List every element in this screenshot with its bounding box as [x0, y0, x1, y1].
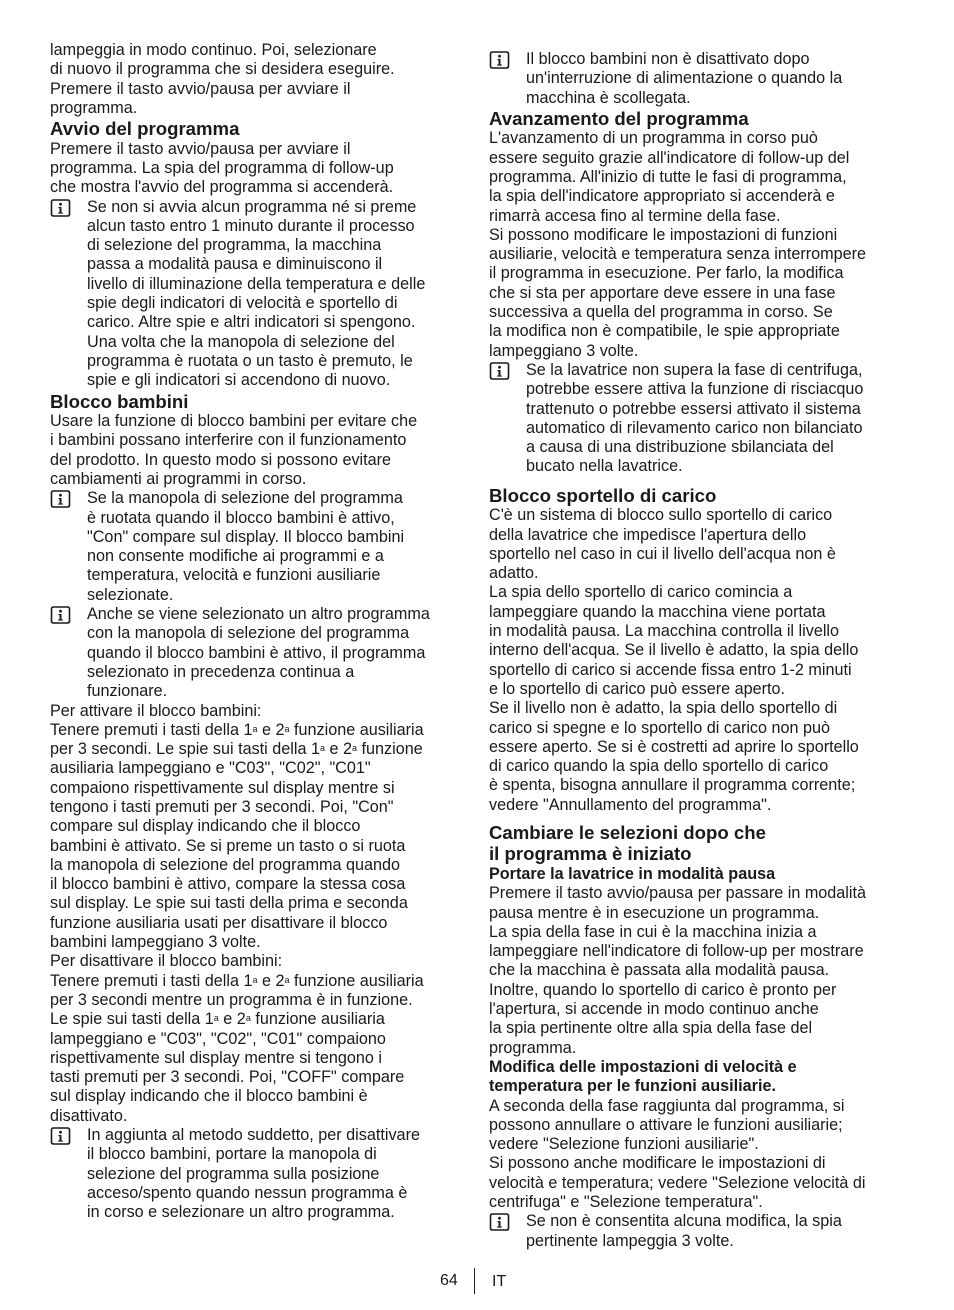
- disattivare-line-3: Le spie sui tasti della 1$^a$ e 2$^a$ funzione ausiliaria: [50, 1010, 385, 1029]
- info-icon: [489, 1212, 526, 1232]
- disattivare-line-1: Tenere premuti i tasti della 1$^a$ e 2$^a$ funzione ausiliaria: [50, 971, 424, 990]
- page-footer: [0, 1272, 954, 1296]
- section-title-cambiare: Cambiare le selezioni dopo che il programma è iniziato: [489, 821, 766, 865]
- note-text: Se non si avvia alcun programma né si preme alcun tasto entro 1 minuto durante il processo di selezione del programma, la macchina passa a modalità pausa e diminuiscono il livello di illuminazione della temperatura e delle spie degli indicatori di velocità e sportello di carico. Altre spie e altri indicatori si spengono. Una volta che la manopola di selezione del programma è ruotata o un tasto è premuto, le spie e gli indicatori si accendono di nuovo.: [87, 197, 426, 390]
- note-blocco-1: [50, 489, 468, 605]
- info-icon: [50, 198, 87, 218]
- attivare-line-1: Tenere premuti i tasti della 1$^a$ e 2$^a$ funzione ausiliaria: [50, 720, 424, 739]
- info-icon: [50, 489, 87, 509]
- attivare-line-2: per 3 secondi. Le spie sui tasti della 1$^a$ e 2$^a$ funzione: [50, 740, 423, 759]
- note-text: Se la lavatrice non supera la fase di centrifuga, potrebbe essere attiva la funzione di risciacquo trattenuto o potrebbe essersi attivato il sistema automatico di rilevamento carico non bilanciato a causa di una distribuzione sbilanciata del bucato nella lavatrice.: [526, 360, 864, 476]
- footer-divider: [474, 1268, 475, 1294]
- avanzamento-paragraph: L'avanzamento di un programma in corso può essere seguito grazie all'indicatore di follow-up del programma. All'inizio di tutte le fasi di programma, la spia dell'indicatore appropriato si accenderà e rimarrà accesa fino al termine della fase. Si possono modificare le impostazioni di funzioni ausiliarie, velocità e temperatura senza interrompere il programma in esecuzione. Per farlo, la modifica che si sta per apportare deve essere in una fase successiva a quella del programma in corso. Se la modifica non è compatibile, le spie appropriate lampeggiano 3 volte.: [489, 129, 866, 360]
- avvio-paragraph: Premere il tasto avvio/pausa per avviare il programma. La spia del programma di follow-up che mostra l'avvio del programma si accenderà.: [50, 139, 394, 197]
- section-title-avanzamento: Avanzamento del programma: [489, 107, 749, 129]
- attivare-paragraph: ausiliaria lampeggiano e "C03", "C02", "C01" compaiono rispettivamente sul display mentre si tengono i tasti premuti per 3 secondi. Poi, "Con" compare sul display indicando che il blocco bambini è attivato. Se si preme un tasto o si ruota la manopola di selezione del programma quando il blocco bambini è attivo, compare la stessa cosa sul display. Le spie sui tasti della prima e seconda funzione ausiliaria usati per disattivare il blocco bambini lampeggiano 3 volte.: [50, 759, 408, 952]
- note-text: Anche se viene selezionato un altro programma con la manopola di selezione del programma quando il blocco bambini è attivo, il programma selezionato in precedenza continua a funzionare.: [87, 605, 430, 701]
- note-modifica: [489, 1212, 909, 1251]
- info-icon: [489, 361, 526, 381]
- disattivare-label: Per disattivare il blocco bambini:: [50, 952, 283, 971]
- page-number: 64: [440, 1272, 458, 1289]
- info-icon: [50, 1126, 87, 1146]
- note-avvio: [50, 198, 468, 391]
- info-icon: [489, 50, 526, 70]
- info-icon: [50, 605, 87, 625]
- section-title-sportello: Blocco sportello di carico: [489, 484, 717, 506]
- modifica-paragraph: A seconda della fase raggiunta dal programma, si possono annullare o attivare le funzioni ausiliarie; vedere "Selezione funzioni ausiliarie". Si possono anche modificare le impostazioni di velocità e temperatura; vedere "Selezione velocità di centrifuga" e "Selezione temperatura".: [489, 1096, 866, 1212]
- blocco-paragraph: Usare la funzione di blocco bambini per evitare che i bambini possano interferire con il funzionamento del prodotto. In questo modo si possono evitare cambiamenti ai programmi in corso.: [50, 412, 418, 488]
- section-title-avvio: Avvio del programma: [50, 118, 240, 140]
- subtitle-modifica: Modifica delle impostazioni di velocità e temperatura per le funzioni ausiliarie.: [489, 1057, 797, 1096]
- note-text: Se la manopola di selezione del programma è ruotata quando il blocco bambini è attivo, "Con" compare sul display. Il blocco bambini non consente modifiche ai programmi e a temperatura, velocità e funzioni ausiliarie selezionate.: [87, 489, 405, 604]
- right-column: [489, 50, 909, 1251]
- language-code: IT: [492, 1273, 507, 1290]
- disattivare-paragraph: lampeggiano e "C03", "C02", "C01" compaiono rispettivamente sul display mentre si tengono i tasti premuti per 3 secondi. Poi, "COFF" compare sul display indicando che il blocco bambini è disattivato.: [50, 1029, 405, 1125]
- note-text: In aggiunta al metodo suddetto, per disattivare il blocco bambini, portare la manopola di selezione del programma sulla posizione acceso/spento quando nessun programma è in corso e selezionare un altro programma.: [87, 1126, 420, 1222]
- pausa-paragraph: Premere il tasto avvio/pausa per passare in modalità pausa mentre è in esecuzione un programma. La spia della fase in cui è la macchina inizia a lampeggiare nell'indicatore di follow-up per mostrare che la macchina è passata alla modalità pausa. Inoltre, quando lo sportello di carico è pronto per l'apertura, si accende in modo continuo anche la spia pertinente oltre alla spia della fase del programma.: [489, 884, 866, 1057]
- subtitle-pausa: Portare la lavatrice in modalità pausa: [489, 864, 776, 883]
- left-column: [50, 41, 468, 1223]
- intro-paragraph: lampeggia in modo continuo. Poi, selezionare di nuovo il programma che si desidera eseguire. Premere il tasto avvio/pausa per avviare il programma.: [50, 41, 395, 117]
- disattivare-line-2: per 3 secondi mentre un programma è in funzione.: [50, 990, 413, 1009]
- sportello-paragraph: C'è un sistema di blocco sullo sportello di carico della lavatrice che impedisce l'apertura dello sportello nel caso in cui il livello dell'acqua non è adatto. La spia dello sportello di carico comincia a lampeggiare quando la macchina viene portata in modalità pausa. La macchina controlla il livello interno dell'acqua. Se il livello è adatto, la spia dello sportello di carico si accende fissa entro 1-2 minuti e lo sportello di carico può essere aperto. Se il livello non è adatto, la spia dello sportello di carico si spegne e lo sportello di carico non può essere aperto. Se si è costretti ad aprire lo sportello di carico quando la spia dello sportello di carico è spenta, bisogna annullare il programma corrente; vedere "Annullamento del programma".: [489, 506, 859, 814]
- section-title-blocco-bambini: Blocco bambini: [50, 390, 189, 412]
- note-text: Se non è consentita alcuna modifica, la spia pertinente lampeggia 3 volte.: [526, 1212, 842, 1250]
- note-text: Il blocco bambini non è disattivato dopo un'interruzione di alimentazione o quando la macchina è scollegata.: [526, 50, 843, 107]
- note-centrifuga: [489, 361, 909, 477]
- attivare-label: Per attivare il blocco bambini:: [50, 701, 262, 720]
- note-blocco-2: [50, 605, 468, 701]
- note-disattivare: [50, 1126, 468, 1222]
- note-alimentazione: [489, 50, 909, 108]
